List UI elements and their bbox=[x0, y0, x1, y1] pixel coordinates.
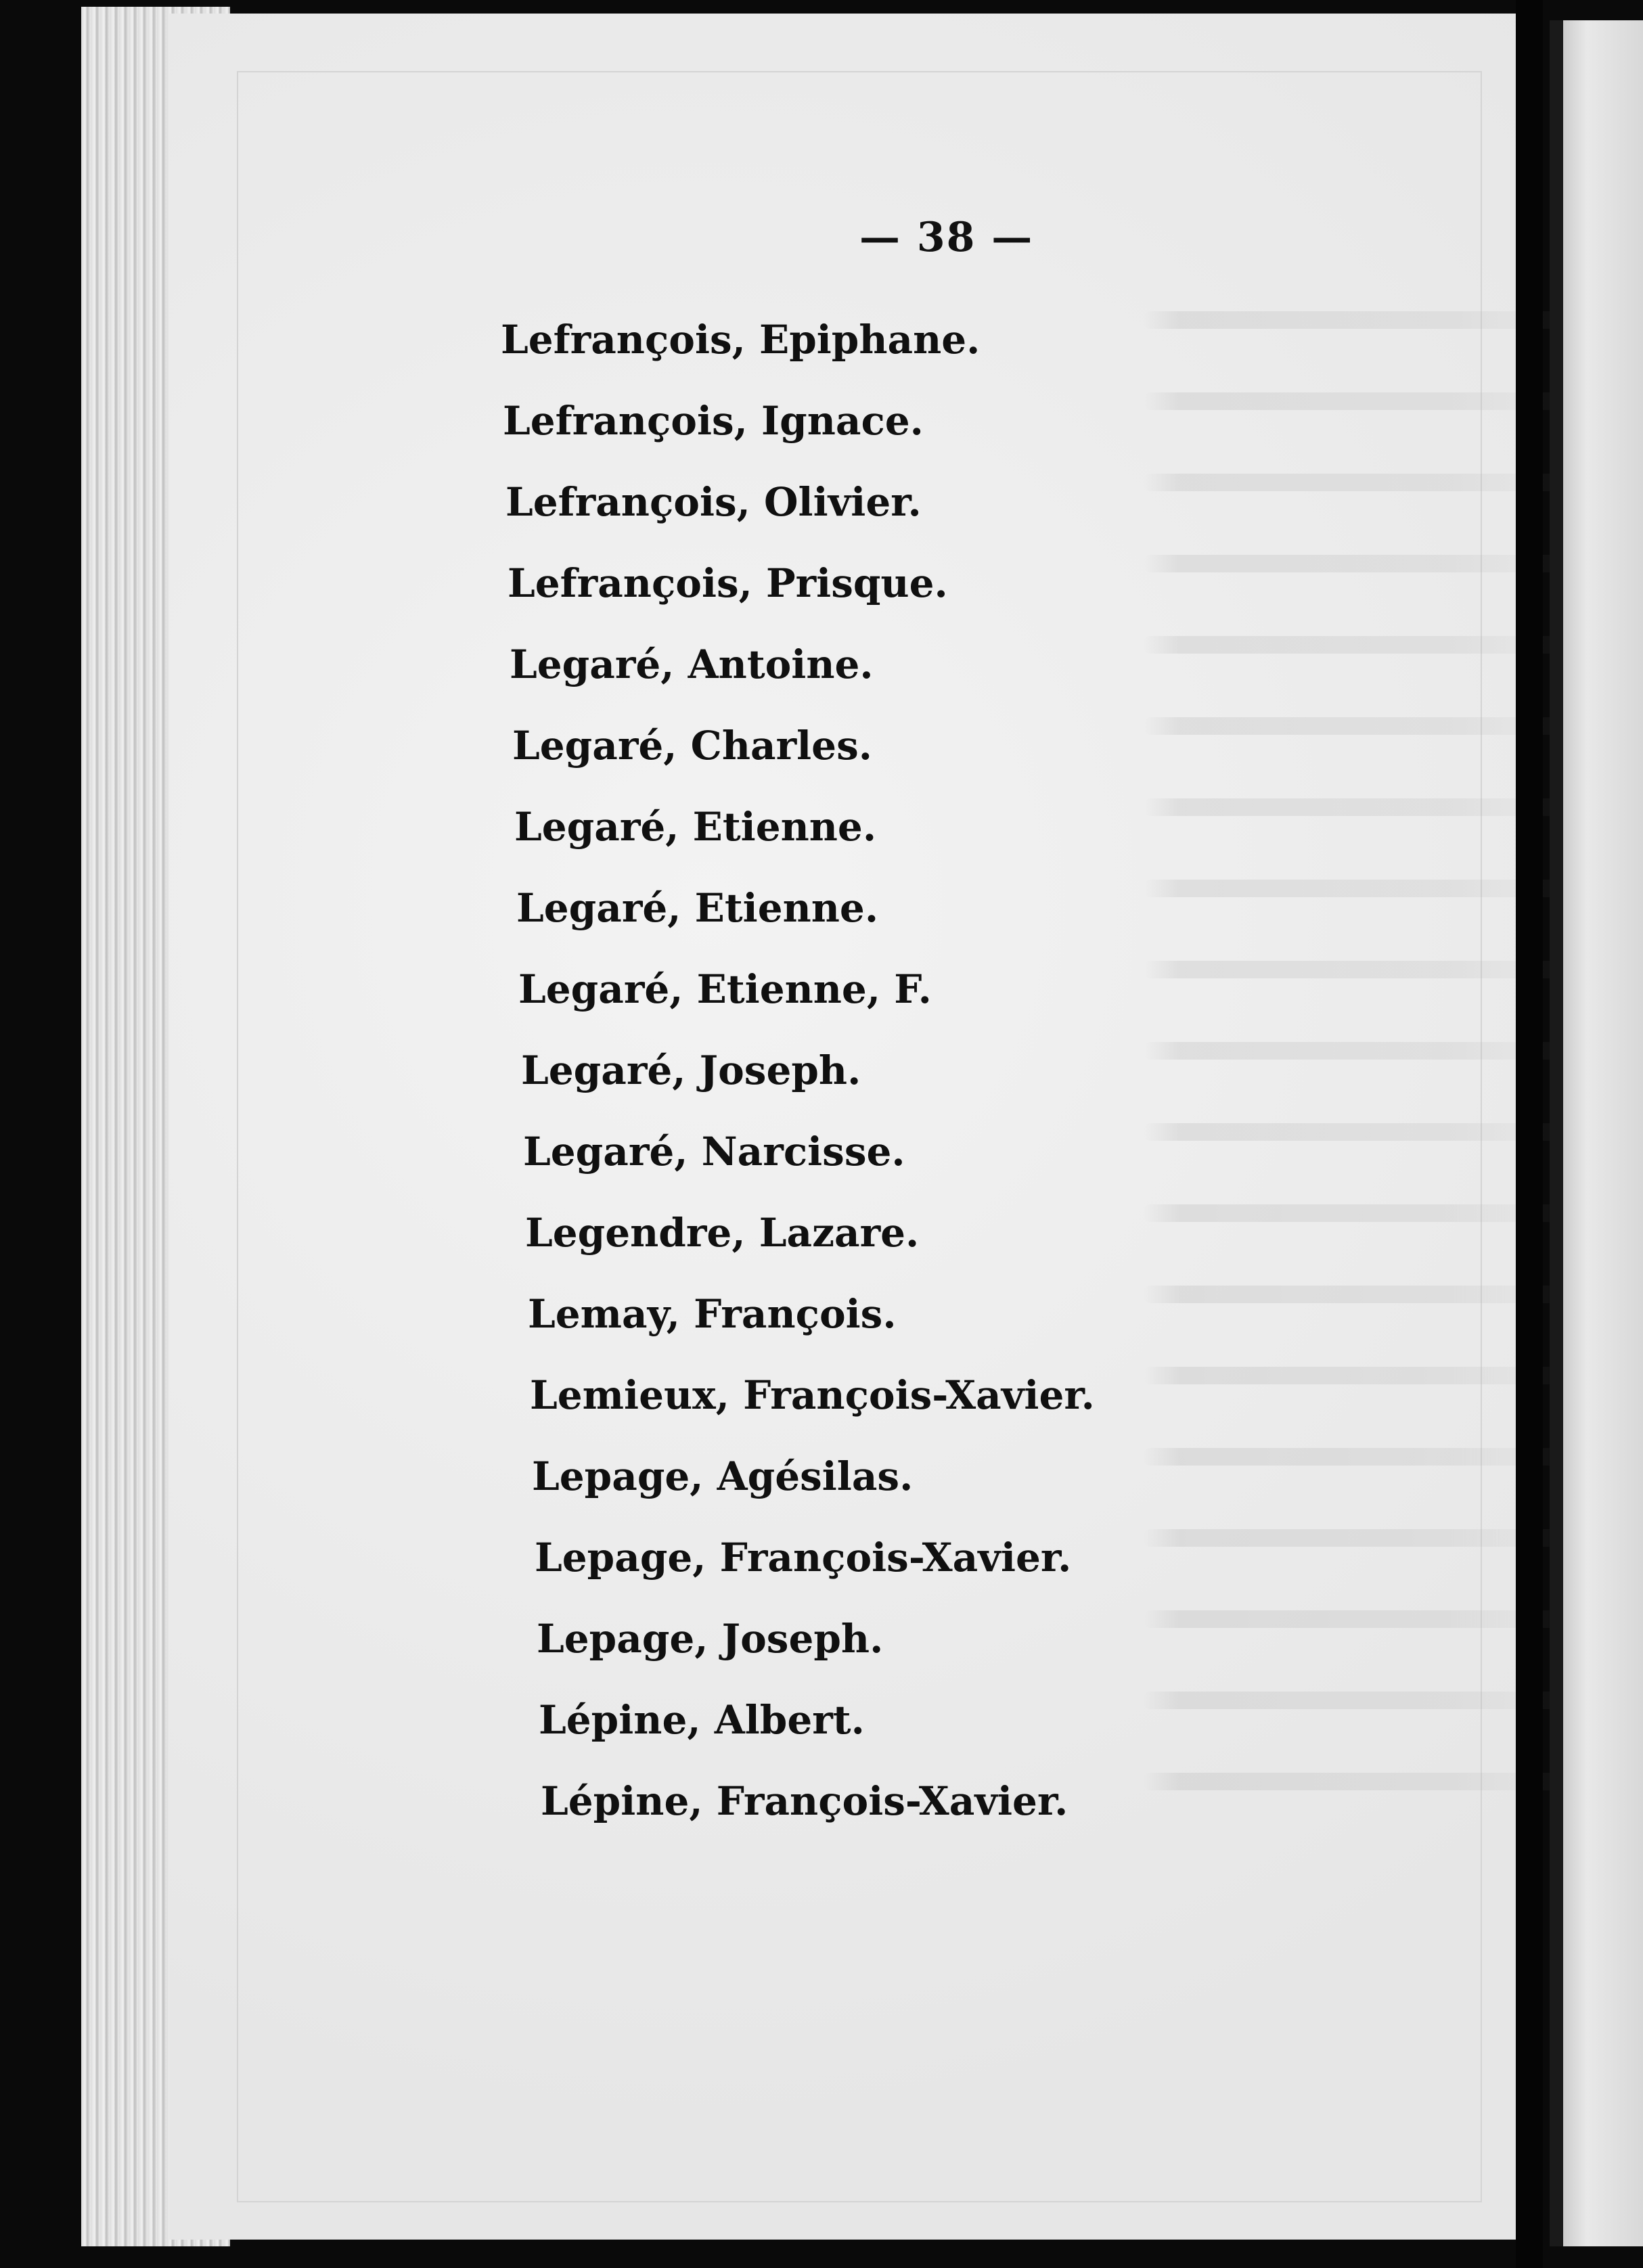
list-item: Legendre, Lazare. bbox=[525, 1210, 920, 1256]
name-list bbox=[501, 313, 1095, 1855]
list-item: Legaré, Narcisse. bbox=[523, 1129, 905, 1175]
list-item: Lefrançois, Prisque. bbox=[508, 560, 948, 606]
facing-page-edge bbox=[1550, 20, 1643, 2246]
list-item: Lemieux, François-Xavier. bbox=[530, 1372, 1095, 1418]
list-item: Lefrançois, Ignace. bbox=[503, 398, 924, 444]
list-item: Legaré, Etienne. bbox=[516, 885, 879, 931]
list-item: Legaré, Charles. bbox=[512, 723, 872, 769]
list-item: Legaré, Etienne. bbox=[514, 804, 877, 850]
list-item: Lépine, François-Xavier. bbox=[541, 1778, 1068, 1824]
list-item: Legaré, Antoine. bbox=[510, 641, 874, 687]
list-item: Lemay, François. bbox=[528, 1291, 897, 1337]
list-item: Lepage, François-Xavier. bbox=[535, 1535, 1072, 1581]
book-spine-shadow bbox=[1516, 0, 1543, 2268]
list-item: Lépine, Albert. bbox=[539, 1697, 865, 1743]
list-item: Legaré, Joseph. bbox=[521, 1047, 861, 1093]
list-item: Legaré, Etienne, F. bbox=[518, 966, 932, 1012]
page-number: — 38 — bbox=[859, 214, 1034, 261]
list-item: Lepage, Agésilas. bbox=[532, 1453, 914, 1499]
list-item: Lepage, Joseph. bbox=[537, 1616, 884, 1662]
list-item: Lefrançois, Olivier. bbox=[505, 479, 922, 525]
facing-page-shadow bbox=[1550, 20, 1563, 2246]
list-item: Lefrançois, Epiphane. bbox=[501, 317, 981, 363]
